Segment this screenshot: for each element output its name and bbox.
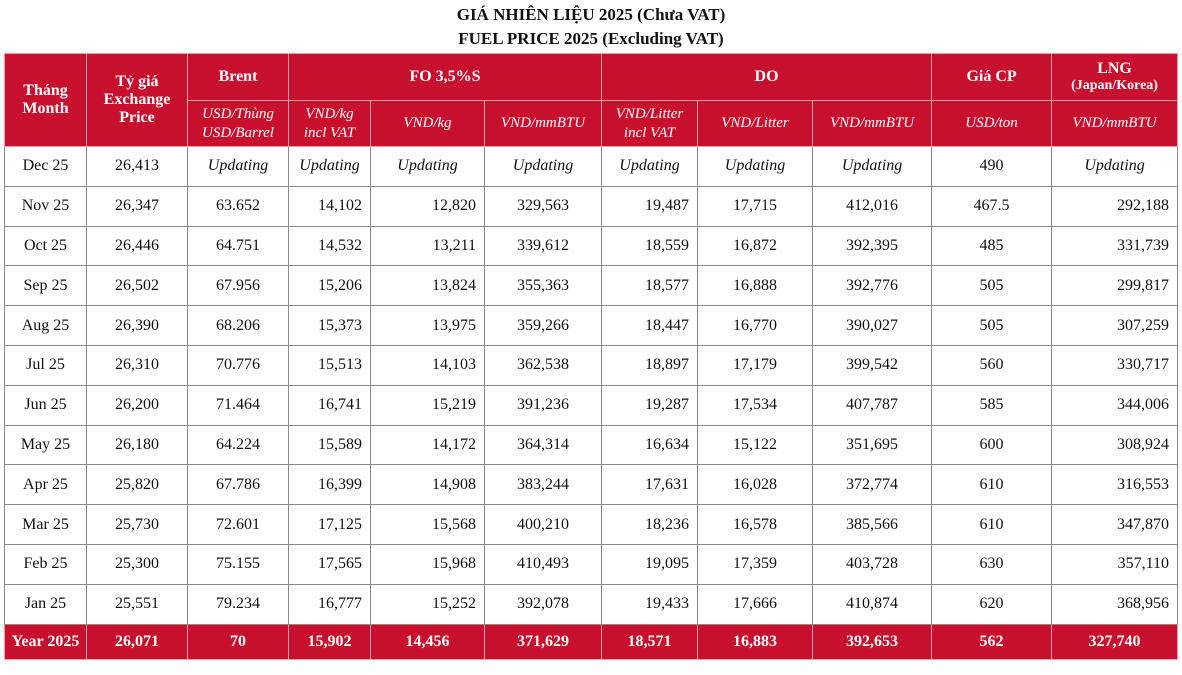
cell-fo-mmbtu: 400,210 [485,505,602,545]
subheader-do-mmbtu: VND/mmBTU [813,101,932,147]
cell-fo-vat: 15,206 [289,266,371,306]
cell-brent: 79.234 [188,584,289,624]
title-english: FUEL PRICE 2025 (Excluding VAT) [458,29,724,48]
cell-exchange-rate: 26,502 [87,266,188,306]
cell-fo-kg: 15,968 [371,544,485,584]
cell-fo-kg: Updating [371,147,485,187]
cell-fo-vat: 15,589 [289,425,371,465]
cell-cp: 610 [932,465,1052,505]
cell-cp: 490 [932,147,1052,187]
cell-do-litter: 17,666 [698,584,813,624]
cell-month: Aug 25 [5,306,87,346]
cell-exchange-rate: 25,300 [87,544,188,584]
cell-brent: 68.206 [188,306,289,346]
subheader-do-litter: VND/Litter [698,101,813,147]
cell-do-litter: 17,179 [698,345,813,385]
cell-fo-kg: 15,252 [371,584,485,624]
cell-fo-vat: 16,777 [289,584,371,624]
cell-exchange-rate: 25,730 [87,505,188,545]
cell-brent: 75.155 [188,544,289,584]
cell-fo-mmbtu: 339,612 [485,226,602,266]
cell-month: Jul 25 [5,345,87,385]
cell-cp: 600 [932,425,1052,465]
cell-fo-kg: 13,975 [371,306,485,346]
cell-fo-vat: Updating [289,147,371,187]
title-vietnamese: GIÁ NHIÊN LIỆU 2025 (Chưa VAT) [456,5,726,24]
cell-fo-mmbtu: 329,563 [485,186,602,226]
table-row [5,345,1178,385]
cell-do-vat: 19,287 [602,385,698,425]
cell-do-vat: 19,487 [602,186,698,226]
cell-do-vat: 19,433 [602,584,698,624]
cell-do-mmbtu: 372,774 [813,465,932,505]
cell-brent: 67.956 [188,266,289,306]
cell-fo-mmbtu: 383,244 [485,465,602,505]
table-row [5,385,1178,425]
cell-do-litter: 15,122 [698,425,813,465]
cell-fo-vat: 16,399 [289,465,371,505]
cell-brent: 67.786 [188,465,289,505]
cell-fo-kg: 13,211 [371,226,485,266]
total-cp: 562 [932,624,1052,659]
cell-fo-vat: 14,532 [289,226,371,266]
cell-cp: 585 [932,385,1052,425]
cell-do-mmbtu: 407,787 [813,385,932,425]
cell-fo-kg: 15,568 [371,505,485,545]
subheader-brent-unit: USD/Thùng USD/Barrel [188,101,289,147]
cell-month: Mar 25 [5,505,87,545]
cell-do-mmbtu: Updating [813,147,932,187]
cell-lng: 357,110 [1052,544,1178,584]
subheader-fo-vat: VND/kg incl VAT [289,101,371,147]
cell-cp: 630 [932,544,1052,584]
total-brent: 70 [188,624,289,659]
cell-fo-mmbtu: 410,493 [485,544,602,584]
cell-cp: 467.5 [932,186,1052,226]
total-exchange-rate: 26,071 [87,624,188,659]
cell-fo-vat: 15,513 [289,345,371,385]
cell-do-vat: Updating [602,147,698,187]
cell-lng: 368,956 [1052,584,1178,624]
cell-do-litter: 16,578 [698,505,813,545]
cell-exchange-rate: 25,820 [87,465,188,505]
cell-do-mmbtu: 392,395 [813,226,932,266]
cell-month: May 25 [5,425,87,465]
cell-do-litter: 17,534 [698,385,813,425]
cell-month: Nov 25 [5,186,87,226]
cell-fo-vat: 16,741 [289,385,371,425]
total-do-mmbtu: 392,653 [813,624,932,659]
total-month: Year 2025 [5,624,87,659]
cell-cp: 485 [932,226,1052,266]
subheader-lng-unit: VND/mmBTU [1052,101,1178,147]
cell-cp: 610 [932,505,1052,545]
table-row [5,505,1178,545]
cell-fo-mmbtu: 359,266 [485,306,602,346]
cell-fo-mmbtu: Updating [485,147,602,187]
cell-do-mmbtu: 399,542 [813,345,932,385]
header-month: Tháng Month [5,54,87,147]
cell-lng: 347,870 [1052,505,1178,545]
total-lng: 327,740 [1052,624,1178,659]
cell-fo-kg: 14,172 [371,425,485,465]
subheader-fo-mmbtu: VND/mmBTU [485,101,602,147]
total-do-vat: 18,571 [602,624,698,659]
table-row [5,425,1178,465]
total-do-litter: 16,883 [698,624,813,659]
cell-fo-mmbtu: 392,078 [485,584,602,624]
header-cp: Giá CP [932,54,1052,101]
cell-exchange-rate: 26,446 [87,226,188,266]
cell-exchange-rate: 26,390 [87,306,188,346]
subheader-do-vat: VND/Litter incl VAT [602,101,698,147]
cell-lng: 330,717 [1052,345,1178,385]
cell-lng: 331,739 [1052,226,1178,266]
cell-do-mmbtu: 392,776 [813,266,932,306]
cell-fo-vat: 17,565 [289,544,371,584]
cell-lng: 292,188 [1052,186,1178,226]
cell-do-litter: 16,872 [698,226,813,266]
table-row [5,266,1178,306]
subheader-cp-unit: USD/ton [932,101,1052,147]
cell-fo-mmbtu: 364,314 [485,425,602,465]
cell-month: Jan 25 [5,584,87,624]
cell-cp: 560 [932,345,1052,385]
cell-brent: 64.751 [188,226,289,266]
cell-do-litter: 16,028 [698,465,813,505]
fuel-price-table [4,53,1178,660]
cell-fo-mmbtu: 355,363 [485,266,602,306]
header-lng: LNG (Japan/Korea) [1052,54,1178,101]
cell-brent: 71.464 [188,385,289,425]
cell-do-mmbtu: 385,566 [813,505,932,545]
cell-exchange-rate: 26,347 [87,186,188,226]
cell-month: Feb 25 [5,544,87,584]
cell-do-vat: 16,634 [602,425,698,465]
cell-exchange-rate: 26,180 [87,425,188,465]
cell-do-litter: 17,359 [698,544,813,584]
table-row [5,186,1178,226]
cell-do-mmbtu: 410,874 [813,584,932,624]
cell-do-vat: 18,236 [602,505,698,545]
cell-month: Dec 25 [5,147,87,187]
cell-do-litter: 16,770 [698,306,813,346]
cell-exchange-rate: 26,413 [87,147,188,187]
cell-lng: 299,817 [1052,266,1178,306]
table-row [5,465,1178,505]
cell-brent: 63.652 [188,186,289,226]
cell-do-mmbtu: 351,695 [813,425,932,465]
cell-do-litter: 16,888 [698,266,813,306]
cell-month: Oct 25 [5,226,87,266]
page-title [0,3,1182,51]
cell-lng: Updating [1052,147,1178,187]
header-exchange-rate: Tỷ giá Exchange Price [87,54,188,147]
cell-lng: 307,259 [1052,306,1178,346]
cell-lng: 344,006 [1052,385,1178,425]
table-row [5,584,1178,624]
cell-cp: 505 [932,266,1052,306]
cell-do-vat: 18,897 [602,345,698,385]
cell-month: Jun 25 [5,385,87,425]
cell-cp: 620 [932,584,1052,624]
cell-fo-kg: 14,103 [371,345,485,385]
cell-fo-kg: 12,820 [371,186,485,226]
cell-do-vat: 17,631 [602,465,698,505]
cell-do-litter: 17,715 [698,186,813,226]
table-row [5,544,1178,584]
cell-fo-mmbtu: 391,236 [485,385,602,425]
cell-lng: 308,924 [1052,425,1178,465]
subheader-fo-kg: VND/kg [371,101,485,147]
cell-month: Sep 25 [5,266,87,306]
table-row [5,147,1178,187]
cell-fo-kg: 15,219 [371,385,485,425]
cell-fo-kg: 13,824 [371,266,485,306]
cell-brent: 70.776 [188,345,289,385]
cell-do-mmbtu: 412,016 [813,186,932,226]
total-fo-kg: 14,456 [371,624,485,659]
cell-do-mmbtu: 390,027 [813,306,932,346]
cell-brent: 64.224 [188,425,289,465]
table-row [5,306,1178,346]
cell-fo-kg: 14,908 [371,465,485,505]
header-fo: FO 3,5%S [289,54,602,101]
cell-do-vat: 18,559 [602,226,698,266]
table-row [5,226,1178,266]
header-brent: Brent [188,54,289,101]
cell-fo-vat: 15,373 [289,306,371,346]
total-fo-vat: 15,902 [289,624,371,659]
total-row [5,624,1178,659]
cell-brent: 72.601 [188,505,289,545]
total-fo-mmbtu: 371,629 [485,624,602,659]
cell-do-vat: 19,095 [602,544,698,584]
cell-fo-mmbtu: 362,538 [485,345,602,385]
cell-fo-vat: 17,125 [289,505,371,545]
cell-do-vat: 18,577 [602,266,698,306]
header-do: DO [602,54,932,101]
cell-exchange-rate: 26,200 [87,385,188,425]
cell-fo-vat: 14,102 [289,186,371,226]
cell-lng: 316,553 [1052,465,1178,505]
cell-do-vat: 18,447 [602,306,698,346]
cell-brent: Updating [188,147,289,187]
cell-do-mmbtu: 403,728 [813,544,932,584]
cell-month: Apr 25 [5,465,87,505]
cell-cp: 505 [932,306,1052,346]
cell-do-litter: Updating [698,147,813,187]
cell-exchange-rate: 26,310 [87,345,188,385]
cell-exchange-rate: 25,551 [87,584,188,624]
